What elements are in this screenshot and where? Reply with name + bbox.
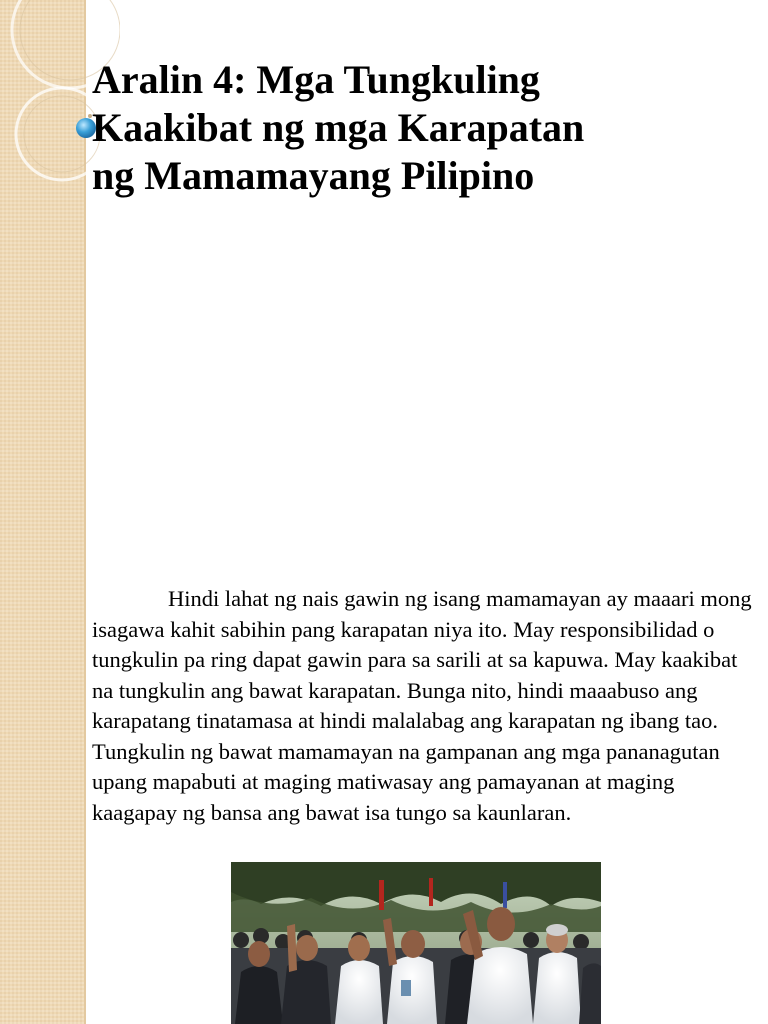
oath-taking-photo xyxy=(231,862,601,1024)
slide-title: Aralin 4: Mga Tungkuling Kaakibat ng mga Karapatan ng Mamamayang Pilipino xyxy=(92,57,585,198)
body-text: Hindi lahat ng nais gawin ng isang mamamayan ay maaari mong isagawa kahit sabihin pang karapatan niya ito. May responsibilidad o tungkulin pa ring dapat gawin para sa sarili at sa kapuwa. May kaakibat na tungkulin ang bawat karapatan. Bunga nito, hindi maaabuso ang karapatang tinatamasa at hindi malalabag ang karapatan ng ibang tao. Tungkulin ng bawat mamamayan na gampanan ang mga pananagutan upang mapabuti at maging matiwasay ang pamayanan at maging kaagapay ng bansa ang bawat isa tungo sa kaunlaran. xyxy=(92,586,752,825)
slide-body-paragraph xyxy=(92,584,764,828)
